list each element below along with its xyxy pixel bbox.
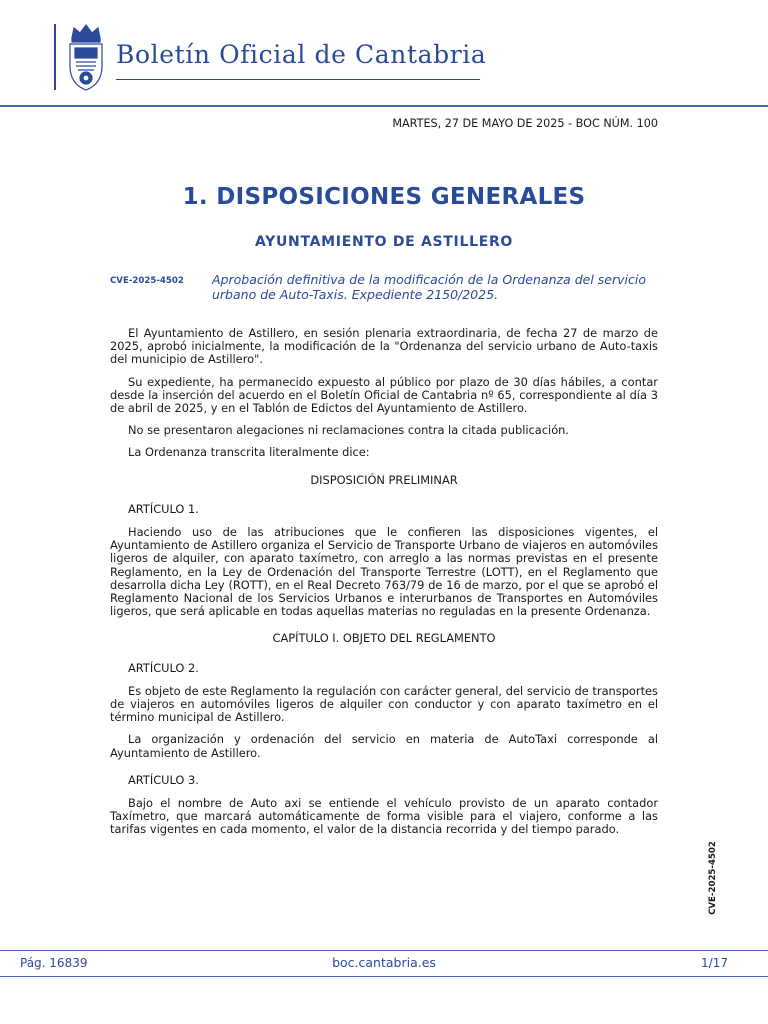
site-link[interactable]: boc.cantabria.es — [332, 955, 436, 970]
page-number: Pág. 16839 — [20, 956, 88, 970]
document-body — [110, 327, 658, 846]
issue-dateline: MARTES, 27 DE MAYO DE 2025 - BOC NÚM. 100 — [392, 117, 658, 130]
header-divider — [0, 105, 768, 107]
document-header — [0, 0, 768, 108]
paragraph: Su expediente, ha permanecido expuesto al público por plazo de 30 días hábiles, a contar desde la inserción del acuerdo en el Boletín Oficial de Cantabria nº 65, correspondiente al día 3 de abril de 2025, y en el Tablón de Edictos del Ayuntamiento de Astillero. — [110, 374, 658, 416]
paragraph: El Ayuntamiento de Astillero, en sesión plenaria extraordinaria, de fecha 27 de marzo de 2025, aprobó inicialmente, la modificación de la "Ordenanza del servicio urbano de Auto-taxis del municipio de Astillero". — [110, 326, 658, 367]
article-1-text: Haciendo uso de las atribuciones que le confieren las disposiciones vigentes, el Ayuntamiento de Astillero organiza el Servicio de Transporte Urbano de viajeros en automóviles ligeros de alquiler, con aparato taxímetro, con arreglo a las normas previstas en el presente Reglamento, en la Ley de Ordenación del Transporte Terrestre (LOTT), en el Reglamento que desarrolla dicha Ley (ROTT), en el Real Decreto 763/79 de 16 de marzo, por el que se aprobó el Reglamento Nacional de los Servicios Urbanos e interurbanos de Transportes en Automóviles ligeros, que será aplicable en todas aquellas materias no reguladas en la presente Ordenanza. — [110, 525, 658, 619]
page-footer — [0, 950, 768, 980]
section-title: 1. DISPOSICIONES GENERALES — [182, 184, 586, 210]
header-vertical-rule — [54, 24, 56, 90]
article-3-text: Bajo el nombre de Auto axi se entiende el vehículo provisto de un aparato contador Taxímetro, que marcará automáticamente de forma visible para el viajero, conforme a las tarifas vigentes en cada momento, el valor de la distancia recorrida y del tiempo parado. — [110, 796, 658, 837]
heading-preliminar: DISPOSICIÓN PRELIMINAR — [310, 472, 458, 487]
page-count: 1/17 — [701, 956, 728, 970]
organization-title: AYUNTAMIENTO DE ASTILLERO — [254, 234, 514, 250]
footer-top-rule — [0, 950, 768, 951]
footer-bottom-rule — [0, 976, 768, 977]
side-cve-code: CVE-2025-4502 — [708, 841, 718, 915]
article-2-text-2: La organización y ordenación del servicio en materia de AutoTaxi corresponde al Ayuntamiento de Astillero. — [110, 732, 658, 760]
article-3-title: ARTÍCULO 3. — [128, 772, 199, 787]
article-1-title: ARTÍCULO 1. — [128, 501, 199, 516]
article-2-text: Es objeto de este Reglamento la regulación con carácter general, del servicio de transportes de viajeros en automóviles ligeros de alquiler con conductor y con aparato taxímetro en el término municipal de Astillero. — [110, 683, 658, 725]
bulletin-title: Boletín Oficial de Cantabria — [116, 40, 487, 69]
article-2-title: ARTÍCULO 2. — [128, 660, 199, 675]
paragraph: No se presentaron alegaciones ni reclamaciones contra la citada publicación. — [128, 423, 570, 438]
paragraph: La Ordenanza transcrita literalmente dice: — [128, 445, 370, 460]
chapter-1-heading: CAPÍTULO I. OBJETO DEL REGLAMENTO — [272, 631, 496, 646]
cve-code: CVE-2025-4502 — [110, 276, 184, 286]
coat-of-arms-icon — [64, 22, 108, 94]
announcement-summary: Aprobación definitiva de la modificación de la Ordenanza del servicio urbano de Auto-Taxis. Expediente 2150/2025. — [212, 272, 646, 302]
title-underline — [116, 79, 480, 80]
